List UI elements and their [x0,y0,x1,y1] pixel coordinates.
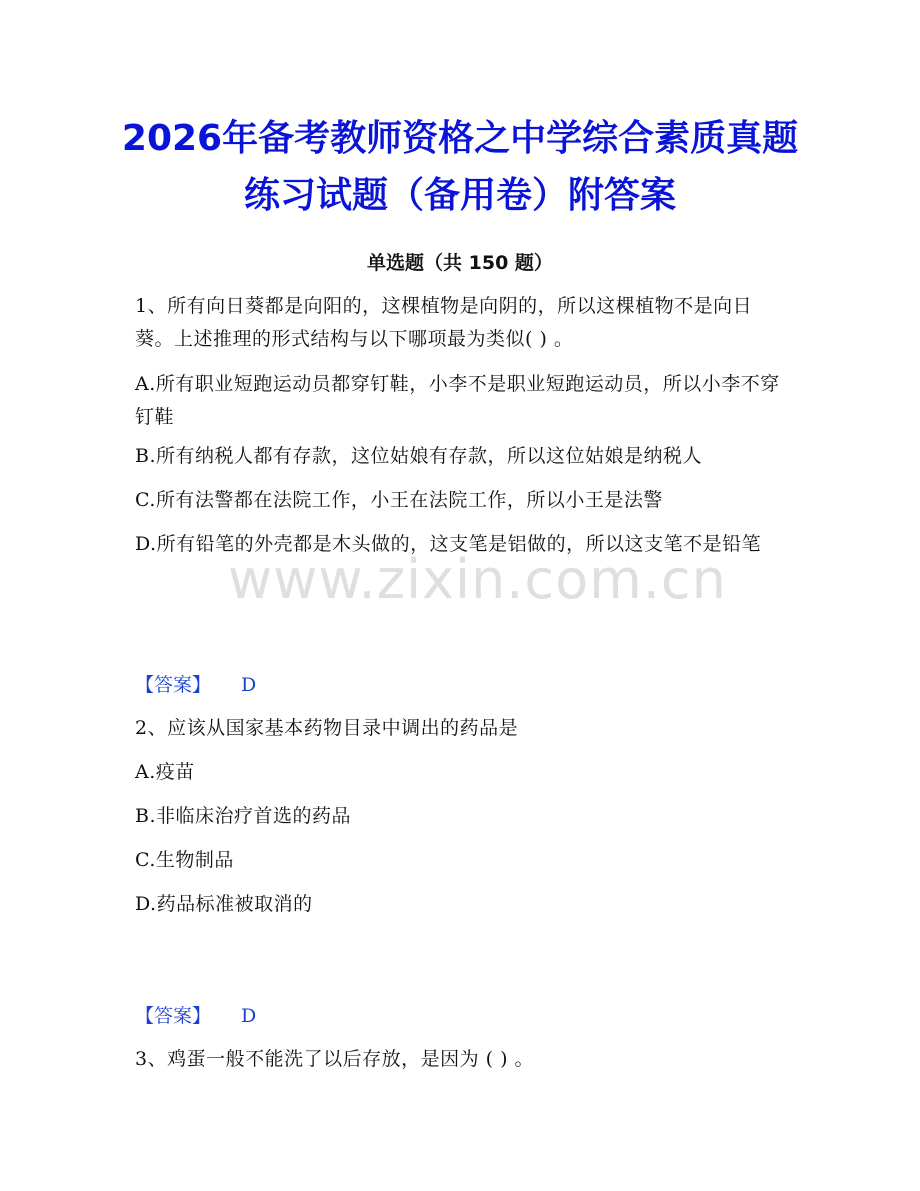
answer-value: D [241,1005,257,1027]
answer-label: 【答案】 [135,1005,212,1027]
question-3-stem: 3、鸡蛋一般不能洗了以后存放，是因为 ( ) 。 [135,1048,535,1070]
question-2-option-a: A.疫苗 [135,761,195,783]
question-1-stem: 1、所有向日葵都是向阳的，这棵植物是向阴的，所以这棵植物不是向日葵。上述推理的形式结构与以下哪项最为类似( ) 。 [135,295,753,350]
answer-value: D [241,674,257,696]
question-2-option-b: B.非临床治疗首选的药品 [135,805,352,827]
question-1-answer [135,672,256,698]
question-1-option-a: A.所有职业短跑运动员都穿钉鞋，小李不是职业短跑运动员，所以小李不穿钉鞋 [135,373,780,428]
question-1-option-d: D.所有铅笔的外壳都是木头做的，这支笔是铝做的，所以这支笔不是铅笔 [135,533,762,555]
question-2-answer [135,1003,256,1029]
document-title: 2026年备考教师资格之中学综合素质真题练习试题（备用卷）附答案 [121,118,799,216]
question-1-option-c: C.所有法警都在法院工作，小王在法院工作，所以小王是法警 [135,489,663,511]
question-1-option-b: B.所有纳税人都有存款，这位姑娘有存款，所以这位姑娘是纳税人 [135,445,703,467]
question-2-option-c: C.生物制品 [135,849,234,871]
answer-label: 【答案】 [135,674,212,696]
watermark-text: www.zixin.com.cn [228,548,727,611]
section-title: 单选题（共 150 题） [367,252,553,274]
question-2-option-d: D.药品标准被取消的 [135,893,313,915]
question-2-stem: 2、应该从国家基本药物目录中调出的药品是 [135,717,519,739]
